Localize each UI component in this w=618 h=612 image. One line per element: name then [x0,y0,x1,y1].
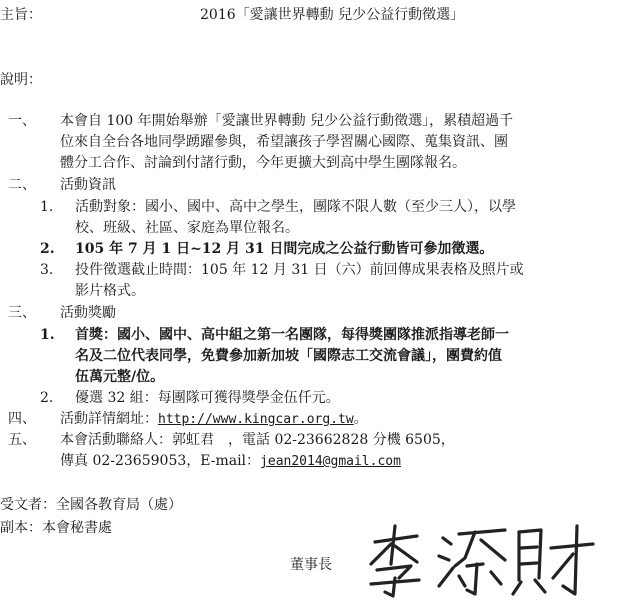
section2-item3-number: 3. [40,262,54,278]
website-link[interactable]: http://www.kingcar.org.tw [158,412,354,427]
section3-item2-line: 優選 32 組：每團隊可獲得獎學金伍仟元。 [75,390,340,406]
section5-number: 五、 [8,432,36,448]
contact-line: 本會活動聯絡人：郭虹君 ，電話 02-23662828 分機 6505， [60,432,455,448]
section3-item1-line: 名及二位代表同學，免費參加新加坡「國際志工交流會議」，團費約值 [75,348,502,364]
section1-line: 位來自全台各地同學踴躍參與，希望讓孩子學習關心國際、蒐集資訊、團 [60,134,508,150]
section2-title: 活動資訊 [60,177,116,193]
section4-line [60,410,368,429]
fax-email-line [60,452,401,471]
section1-line: 本會自 100 年開始舉辦「愛讓世界轉動 兒少公益行動徵選」，累積超過千 [60,113,514,129]
fax-label: 傳真 02-23659053，E-mail： [60,453,261,469]
section2-number: 二、 [8,177,36,193]
section4-number: 四、 [8,411,36,427]
section2-item1-number: 1. [40,199,54,215]
section3-item2-number: 2. [40,390,54,406]
signature-image [355,520,605,600]
section3-item1-line: 首獎：國小、國中、高中組之第一名團隊，每得獎團隊推派指導老師一 [75,327,509,343]
section2-item2-line: 105 年 7 月 1 日~12 月 31 日間完成之公益行動皆可參加徵選。 [75,241,494,257]
section2-item1-line: 活動對象：國小、國中、高中之學生，團隊不限人數（至少三人），以學 [75,199,516,215]
section3-title: 活動獎勵 [60,305,116,321]
section1-line: 體分工合作、討論到付諸行動，今年更擴大到高中學生團隊報名。 [60,155,466,171]
section3-item1-number: 1. [40,327,55,343]
section1-number: 一、 [8,113,36,129]
subject-label: 主旨： [0,7,42,23]
section3-number: 三、 [8,305,36,321]
website-end: 。 [353,411,368,427]
email-link[interactable]: jean2014@gmail.com [260,454,401,469]
website-label: 活動詳情網址： [60,411,158,427]
cc-line: 副本：本會秘書處 [0,520,112,536]
subject-title: 2016「愛讓世界轉動 兒少公益行動徵選」 [200,7,465,23]
section3-item1-line: 伍萬元整/位。 [75,369,165,385]
recipient-line: 受文者：全國各教育局（處） [0,497,182,513]
section2-item1-line: 校、班級、社區、家庭為單位報名。 [75,220,299,236]
section2-item2-number: 2. [40,241,55,257]
section2-item3-line: 影片格式。 [75,283,145,299]
explanation-label: 說明： [0,72,42,88]
chairman-title: 董事長 [290,557,332,573]
section2-item3-line: 投件徵選截止時間：105 年 12 月 31 日（六）前回傳成果表格及照片或 [75,262,524,278]
